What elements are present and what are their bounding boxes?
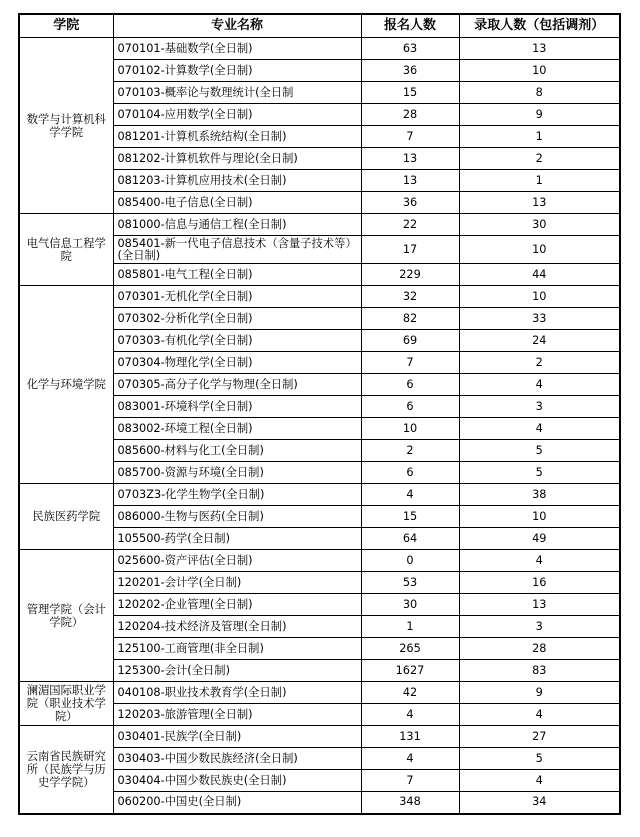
major-cell: 085801-电气工程(全日制)	[113, 264, 361, 286]
admitted-cell: 44	[459, 264, 620, 286]
applicants-cell: 22	[361, 214, 459, 236]
major-cell: 081000-信息与通信工程(全日制)	[113, 214, 361, 236]
admitted-cell: 28	[459, 638, 620, 660]
major-cell: 070304-物理化学(全日制)	[113, 352, 361, 374]
major-cell: 070301-无机化学(全日制)	[113, 286, 361, 308]
admitted-cell: 33	[459, 308, 620, 330]
admitted-cell: 9	[459, 682, 620, 704]
major-cell: 030404-中国少数民族史(全日制)	[113, 770, 361, 792]
applicants-cell: 7	[361, 352, 459, 374]
applicants-cell: 32	[361, 286, 459, 308]
major-cell: 0703Z3-化学生物学(全日制)	[113, 484, 361, 506]
major-cell: 081201-计算机系统结构(全日制)	[113, 126, 361, 148]
table-row	[19, 484, 620, 506]
applicants-cell: 6	[361, 374, 459, 396]
major-cell: 081203-计算机应用技术(全日制)	[113, 170, 361, 192]
applicants-cell: 42	[361, 682, 459, 704]
table-row	[19, 38, 620, 60]
major-cell: 085600-材料与化工(全日制)	[113, 440, 361, 462]
college-cell: 民族医药学院	[19, 484, 113, 550]
major-cell: 085401-新一代电子信息技术（含量子技术等）(全日制)	[113, 236, 361, 264]
admitted-cell: 2	[459, 352, 620, 374]
admitted-cell: 8	[459, 82, 620, 104]
applicants-cell: 348	[361, 792, 459, 814]
college-cell: 澜湄国际职业学院（职业技术学院）	[19, 682, 113, 726]
admitted-cell: 3	[459, 396, 620, 418]
admitted-cell: 10	[459, 60, 620, 82]
applicants-cell: 229	[361, 264, 459, 286]
applicants-cell: 2	[361, 440, 459, 462]
applicants-cell: 6	[361, 396, 459, 418]
admitted-cell: 4	[459, 770, 620, 792]
major-cell: 120202-企业管理(全日制)	[113, 594, 361, 616]
major-cell: 040108-职业技术教育学(全日制)	[113, 682, 361, 704]
applicants-cell: 36	[361, 60, 459, 82]
enrollment-table	[18, 13, 621, 815]
admitted-cell: 38	[459, 484, 620, 506]
applicants-cell: 1	[361, 616, 459, 638]
major-cell: 120204-技术经济及管理(全日制)	[113, 616, 361, 638]
admitted-cell: 13	[459, 38, 620, 60]
applicants-cell: 7	[361, 770, 459, 792]
applicants-cell: 69	[361, 330, 459, 352]
admitted-cell: 16	[459, 572, 620, 594]
admitted-cell: 1	[459, 126, 620, 148]
applicants-cell: 6	[361, 462, 459, 484]
applicants-cell: 82	[361, 308, 459, 330]
admitted-cell: 4	[459, 550, 620, 572]
college-cell: 数学与计算机科学学院	[19, 38, 113, 214]
admitted-cell: 4	[459, 704, 620, 726]
applicants-cell: 28	[361, 104, 459, 126]
major-cell: 081202-计算机软件与理论(全日制)	[113, 148, 361, 170]
major-cell: 120203-旅游管理(全日制)	[113, 704, 361, 726]
admitted-cell: 4	[459, 374, 620, 396]
applicants-cell: 13	[361, 148, 459, 170]
major-cell: 070103-概率论与数理统计(全日制	[113, 82, 361, 104]
major-cell: 070303-有机化学(全日制)	[113, 330, 361, 352]
college-cell: 电气信息工程学院	[19, 214, 113, 286]
admitted-cell: 13	[459, 192, 620, 214]
header-college: 学院	[19, 14, 113, 38]
college-cell: 管理学院（会计学院）	[19, 550, 113, 682]
applicants-cell: 64	[361, 528, 459, 550]
admitted-cell: 83	[459, 660, 620, 682]
admitted-cell: 27	[459, 726, 620, 748]
table-row	[19, 286, 620, 308]
applicants-cell: 13	[361, 170, 459, 192]
applicants-cell: 30	[361, 594, 459, 616]
major-cell: 025600-资产评估(全日制)	[113, 550, 361, 572]
major-cell: 030401-民族学(全日制)	[113, 726, 361, 748]
header-row	[19, 14, 620, 38]
major-cell: 125100-工商管理(非全日制)	[113, 638, 361, 660]
applicants-cell: 63	[361, 38, 459, 60]
applicants-cell: 1627	[361, 660, 459, 682]
major-cell: 070101-基础数学(全日制)	[113, 38, 361, 60]
admitted-cell: 3	[459, 616, 620, 638]
admitted-cell: 4	[459, 418, 620, 440]
enrollment-table-container	[18, 13, 621, 815]
table-row	[19, 726, 620, 748]
applicants-cell: 131	[361, 726, 459, 748]
major-cell: 070104-应用数学(全日制)	[113, 104, 361, 126]
table-row	[19, 682, 620, 704]
admitted-cell: 10	[459, 286, 620, 308]
applicants-cell: 4	[361, 484, 459, 506]
applicants-cell: 0	[361, 550, 459, 572]
table-row	[19, 550, 620, 572]
admitted-cell: 24	[459, 330, 620, 352]
admitted-cell: 2	[459, 148, 620, 170]
header-major: 专业名称	[113, 14, 361, 38]
applicants-cell: 265	[361, 638, 459, 660]
applicants-cell: 17	[361, 236, 459, 264]
applicants-cell: 15	[361, 506, 459, 528]
admitted-cell: 5	[459, 748, 620, 770]
applicants-cell: 10	[361, 418, 459, 440]
admitted-cell: 34	[459, 792, 620, 814]
major-cell: 125300-会计(全日制)	[113, 660, 361, 682]
admitted-cell: 13	[459, 594, 620, 616]
applicants-cell: 15	[361, 82, 459, 104]
major-cell: 030403-中国少数民族经济(全日制)	[113, 748, 361, 770]
major-cell: 070102-计算数学(全日制)	[113, 60, 361, 82]
major-cell: 105500-药学(全日制)	[113, 528, 361, 550]
college-cell: 化学与环境学院	[19, 286, 113, 484]
major-cell: 086000-生物与医药(全日制)	[113, 506, 361, 528]
major-cell: 070302-分析化学(全日制)	[113, 308, 361, 330]
admitted-cell: 1	[459, 170, 620, 192]
applicants-cell: 36	[361, 192, 459, 214]
admitted-cell: 9	[459, 104, 620, 126]
applicants-cell: 7	[361, 126, 459, 148]
admitted-cell: 10	[459, 506, 620, 528]
major-cell: 120201-会计学(全日制)	[113, 572, 361, 594]
major-cell: 083001-环境科学(全日制)	[113, 396, 361, 418]
admitted-cell: 5	[459, 440, 620, 462]
applicants-cell: 4	[361, 748, 459, 770]
table-row	[19, 214, 620, 236]
major-cell: 085700-资源与环境(全日制)	[113, 462, 361, 484]
admitted-cell: 10	[459, 236, 620, 264]
applicants-cell: 53	[361, 572, 459, 594]
header-applicants: 报名人数	[361, 14, 459, 38]
major-cell: 085400-电子信息(全日制)	[113, 192, 361, 214]
admitted-cell: 30	[459, 214, 620, 236]
admitted-cell: 5	[459, 462, 620, 484]
table-body	[19, 38, 620, 814]
major-cell: 060200-中国史(全日制)	[113, 792, 361, 814]
major-cell: 070305-高分子化学与物理(全日制)	[113, 374, 361, 396]
admitted-cell: 49	[459, 528, 620, 550]
major-cell: 083002-环境工程(全日制)	[113, 418, 361, 440]
header-admitted: 录取人数（包括调剂）	[459, 14, 620, 38]
applicants-cell: 4	[361, 704, 459, 726]
college-cell: 云南省民族研究所（民族学与历史学学院）	[19, 726, 113, 814]
